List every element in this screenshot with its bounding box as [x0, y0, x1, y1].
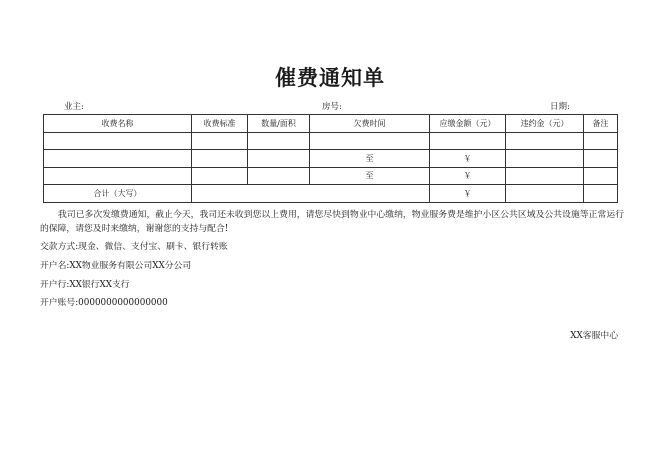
- table-header-row: [44, 115, 618, 133]
- table-total-row: [44, 185, 618, 203]
- header-quantity-area: 数量/面积: [248, 115, 310, 133]
- header-amount-due: 应缴金额（元）: [430, 115, 506, 133]
- cell-quantity[interactable]: [248, 132, 310, 150]
- cell-fee-name[interactable]: [44, 132, 192, 150]
- account-number: 开户账号:0000000000000000: [40, 298, 168, 308]
- cell-fee-standard[interactable]: [192, 132, 248, 150]
- table-row: [44, 132, 618, 150]
- cell-amount[interactable]: ￥: [430, 167, 506, 185]
- owner-label: 业主:: [64, 102, 84, 112]
- fee-table: [43, 114, 618, 203]
- cell-remarks[interactable]: [584, 132, 618, 150]
- table-row: [44, 167, 618, 185]
- header-remarks: 备注: [584, 115, 618, 133]
- page-title: 催费通知单: [275, 66, 385, 90]
- header-fee-name: 收费名称: [44, 115, 192, 133]
- cell-penalty[interactable]: [506, 150, 584, 168]
- header-penalty: 违约金（元）: [506, 115, 584, 133]
- cell-remarks[interactable]: [584, 150, 618, 168]
- cell-amount[interactable]: ￥: [430, 150, 506, 168]
- total-label: 合计（大写）: [44, 185, 192, 203]
- cell-penalty[interactable]: [506, 167, 584, 185]
- cell-fee-standard[interactable]: [192, 167, 248, 185]
- cell-fee-name[interactable]: [44, 150, 192, 168]
- bank-name: 开户行:XX银行XX支行: [40, 280, 130, 290]
- cell-quantity[interactable]: [248, 150, 310, 168]
- room-label: 房号:: [322, 102, 342, 112]
- header-arrears-period: 欠费时间: [310, 115, 430, 133]
- cell-period[interactable]: 至: [310, 167, 430, 185]
- cell-remarks[interactable]: [584, 167, 618, 185]
- total-remarks-cell[interactable]: [584, 185, 618, 203]
- account-name: 开户名:XX物业服务有限公司XX分公司: [40, 261, 192, 271]
- table-row: [44, 150, 618, 168]
- total-uppercase-cell[interactable]: [192, 185, 430, 203]
- payment-methods: 交款方式:现金、微信、支付宝、刷卡、银行转账: [40, 242, 228, 252]
- date-label: 日期:: [550, 102, 570, 112]
- cell-period[interactable]: [310, 132, 430, 150]
- cell-penalty[interactable]: [506, 132, 584, 150]
- total-penalty-cell[interactable]: [506, 185, 584, 203]
- cell-period[interactable]: 至: [310, 150, 430, 168]
- cell-fee-name[interactable]: [44, 167, 192, 185]
- signature: XX客服中心: [570, 331, 618, 341]
- header-fee-standard: 收费标准: [192, 115, 248, 133]
- notice-paragraph: 我司已多次发缴费通知，截止今天，我司还未收到您以上费用，请您尽快到物业中心缴纳，物业服务费是维护小区公共区域及公共设施等正常运行的保障，请您及时来缴纳，谢谢您的支持与配合!: [40, 210, 624, 234]
- cell-amount[interactable]: [430, 132, 506, 150]
- cell-fee-standard[interactable]: [192, 150, 248, 168]
- total-amount[interactable]: ￥: [430, 185, 506, 203]
- cell-quantity[interactable]: [248, 167, 310, 185]
